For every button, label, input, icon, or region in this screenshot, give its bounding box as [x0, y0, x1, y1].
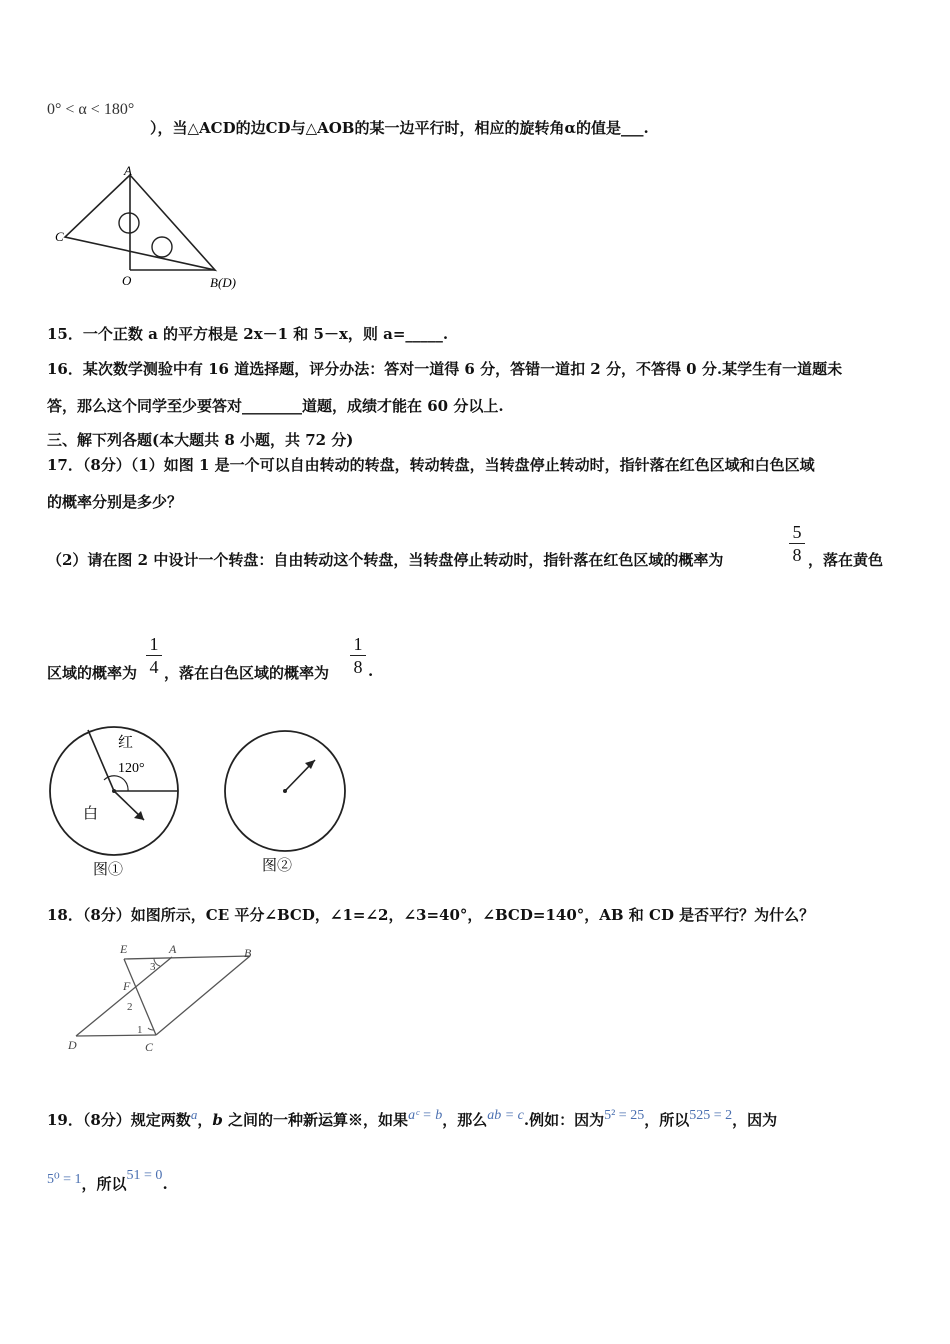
fraction-white: 1 8	[350, 634, 366, 677]
spinner-figure-2	[222, 725, 352, 880]
q17-line4-a: 区域的概率为	[47, 664, 138, 682]
q17-line3: （2）请在图 2 中设计一个转盘：自由转动这个转盘，当转盘停止转动时，指针落在红色区域的概率为	[47, 551, 724, 569]
label-c: C	[55, 229, 64, 244]
q19-line2: 5⁰ = 1，所以51 = 0.	[47, 1168, 168, 1193]
fraction-red: 5 8	[789, 522, 805, 565]
q18-figure	[68, 940, 268, 1060]
q14-angle-range: 0° < α < 180°	[47, 101, 135, 118]
q17-line1: 17．（8分）（1）如图 1 是一个可以自由转动的转盘，转动转盘，当转盘停止转动时，指针落在红色区域和白色区域	[47, 456, 815, 474]
label-1: 1	[137, 1024, 143, 1036]
label-white: 白	[83, 806, 99, 822]
label-a: A	[124, 163, 132, 178]
label-o: O	[122, 273, 132, 288]
label-angle: 120°	[118, 761, 145, 776]
label-red: 红	[118, 735, 134, 751]
fraction-yellow: 1 4	[146, 634, 162, 677]
q17-line4-end: .	[368, 662, 374, 680]
q14-text: ），当△ACD的边CD与△AOB的某一边平行时，相应的旋转角α的值是___.	[150, 119, 649, 137]
q18-text: 18．（8分）如图所示，CE 平分∠BCD，∠1=∠2，∠3=40°，∠BCD=140°，AB 和 CD 是否平行？为什么？	[47, 906, 815, 924]
label-2: 2	[127, 1001, 133, 1013]
q17-line4-b: ，落在白色区域的概率为	[164, 664, 330, 682]
q15-text: 15．一个正数 a 的平方根是 2x－1 和 5－x，则 a=_____.	[47, 325, 449, 343]
q19-line1: 19．（8分）规定两数a，b 之间的一种新运算※，如果aᶜ = b，那么ab = c.例如：因为5² = 25，所以525 = 2，因为	[47, 1107, 778, 1129]
label-3: 3	[150, 961, 156, 973]
label-c: C	[145, 1040, 154, 1054]
label-bd: B(D)	[210, 275, 236, 290]
label-f: F	[123, 979, 131, 993]
label-e: E	[120, 942, 128, 956]
q16-line1: 16．某次数学测验中有 16 道选择题，评分办法：答对一道得 6 分，答错一道扣 2 分，不答得 0 分.某学生有一道题未	[47, 360, 843, 378]
q17-line3-after: ，落在黄色	[808, 551, 884, 569]
q16-line2: 答，那么这个同学至少要答对________道题，成绩才能在 60 分以上.	[47, 397, 504, 415]
label-a: A	[169, 942, 177, 956]
section-title: 三、解下列各题(本大题共 8 小题，共 72 分)	[47, 431, 354, 449]
caption-fig2: 图②	[262, 858, 293, 874]
label-d: D	[68, 1038, 77, 1052]
q17-line2: 的概率分别是多少？	[47, 493, 183, 511]
q14-triangle-figure	[55, 165, 255, 295]
spinner-figure-1	[48, 725, 183, 880]
label-b: B	[244, 946, 252, 960]
caption-fig1: 图①	[93, 862, 124, 878]
